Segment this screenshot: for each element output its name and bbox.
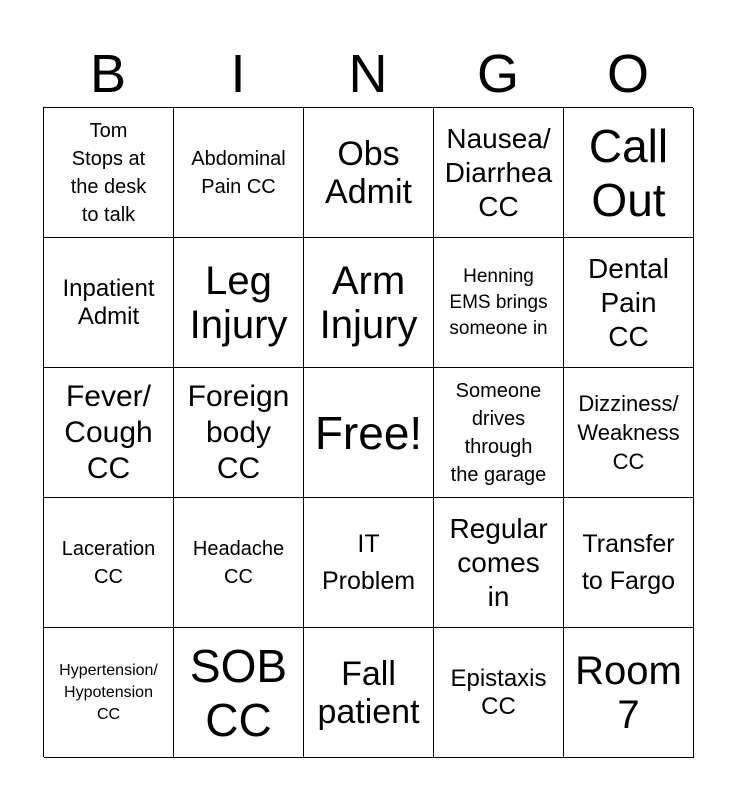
- bingo-cell[interactable]: [434, 628, 564, 758]
- bingo-cell[interactable]: [564, 368, 694, 498]
- bingo-cell[interactable]: [564, 628, 694, 758]
- header-letter-n: N: [348, 44, 388, 104]
- free-space-text: Free!: [314, 406, 423, 459]
- header-letter-i: I: [230, 44, 246, 104]
- cell-text: Epistaxis CC: [450, 664, 547, 720]
- cell-text: Leg Injury: [189, 258, 288, 347]
- cell-text: Nausea/ Diarrhea CC: [444, 122, 553, 222]
- bingo-cell[interactable]: [174, 108, 304, 238]
- bingo-cell free-space[interactable]: [304, 368, 434, 498]
- bingo-cell[interactable]: [44, 238, 174, 368]
- bingo-cell[interactable]: [174, 498, 304, 628]
- cell-text: Obs Admit: [325, 134, 412, 211]
- bingo-cell[interactable]: [44, 108, 174, 238]
- bingo-cell[interactable]: [564, 238, 694, 368]
- header-letter-g: G: [476, 44, 519, 104]
- cell-text: Fall patient: [317, 654, 420, 731]
- bingo-board: [43, 107, 693, 757]
- bingo-cell[interactable]: [44, 368, 174, 498]
- bingo-cell[interactable]: [434, 238, 564, 368]
- cell-text: Regular comes in: [449, 512, 548, 612]
- bingo-cell[interactable]: [44, 628, 174, 758]
- cell-text: Tom Stops at the desk to talk: [70, 119, 147, 226]
- bingo-cell[interactable]: [174, 368, 304, 498]
- cell-text: Dizziness/ Weakness CC: [577, 391, 680, 474]
- bingo-cell[interactable]: [434, 108, 564, 238]
- bingo-cell[interactable]: [174, 628, 304, 758]
- cell-text: Abdominal Pain CC: [191, 147, 286, 198]
- cell-text: Transfer to Fargo: [581, 529, 676, 595]
- bingo-cell[interactable]: [44, 498, 174, 628]
- cell-text: Laceration CC: [61, 537, 156, 588]
- cell-text: Hypertension/ Hypotension CC: [59, 661, 158, 723]
- cell-text: Henning EMS brings someone in: [449, 265, 548, 339]
- bingo-cell[interactable]: [564, 498, 694, 628]
- cell-text: Arm Injury: [319, 258, 418, 347]
- bingo-cell[interactable]: [304, 628, 434, 758]
- bingo-cell[interactable]: [564, 108, 694, 238]
- cell-text: Call Out: [588, 119, 669, 226]
- bingo-cell[interactable]: [174, 238, 304, 368]
- bingo-header: [43, 42, 693, 106]
- cell-text: Room 7: [575, 648, 682, 737]
- header-letter-o: O: [606, 44, 649, 104]
- cell-text: Fever/ Cough CC: [64, 379, 153, 485]
- cell-text: Foreign body CC: [187, 379, 290, 485]
- bingo-cell[interactable]: [304, 498, 434, 628]
- cell-text: Someone drives through the garage: [450, 379, 547, 486]
- bingo-cell[interactable]: [434, 498, 564, 628]
- bingo-cell[interactable]: [434, 368, 564, 498]
- bingo-cell[interactable]: [304, 238, 434, 368]
- cell-text: Headache CC: [192, 537, 285, 588]
- cell-text: Inpatient Admit: [62, 274, 155, 330]
- bingo-cell[interactable]: [304, 108, 434, 238]
- header-letter-b: B: [89, 44, 127, 104]
- cell-text: SOB CC: [189, 639, 288, 746]
- cell-text: Dental Pain CC: [588, 252, 669, 352]
- cell-text: IT Problem: [321, 529, 416, 595]
